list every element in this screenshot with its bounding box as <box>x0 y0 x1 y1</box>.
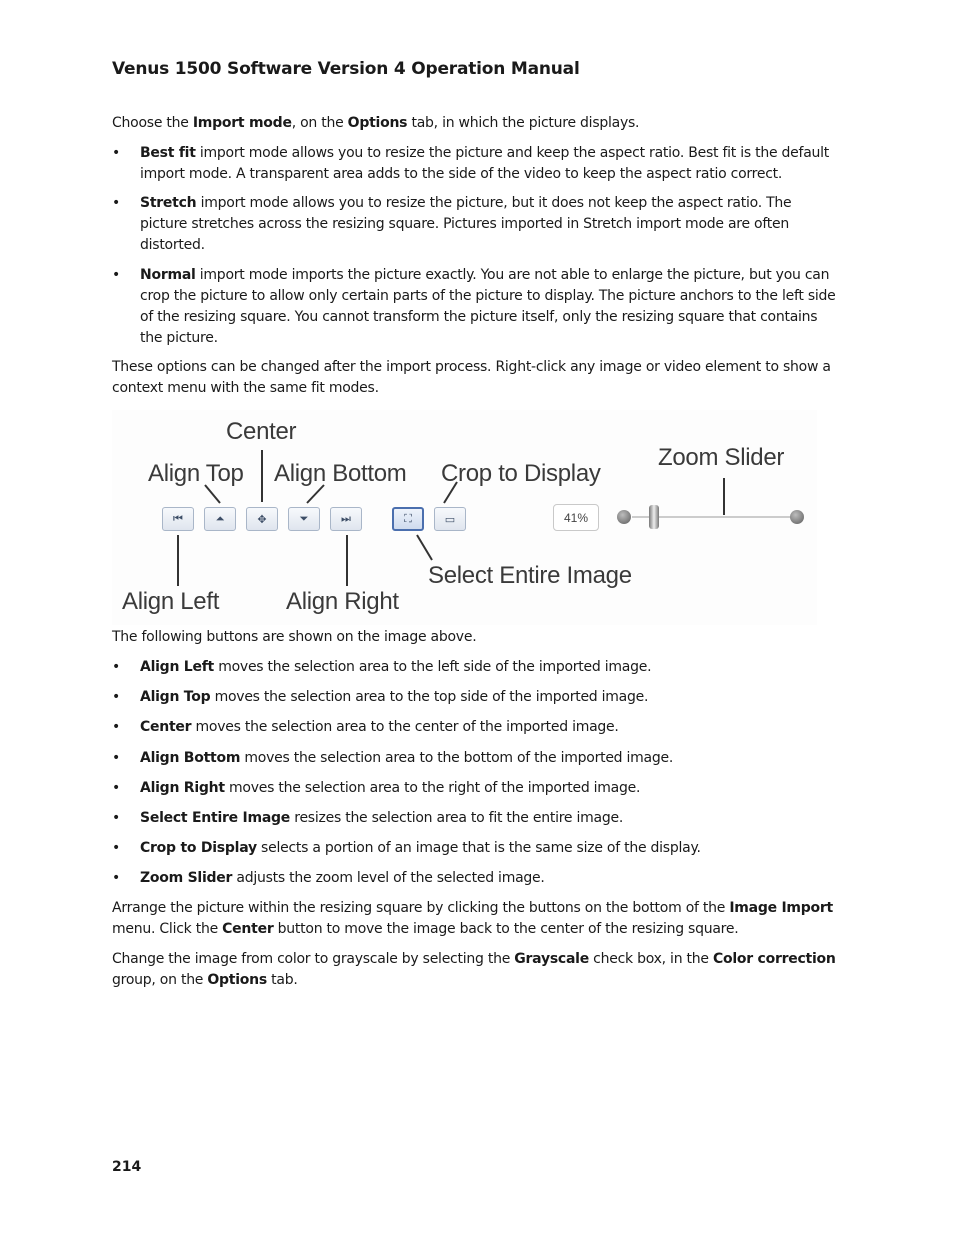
button-name: Center <box>140 719 192 735</box>
zoom-slider-thumb[interactable] <box>649 505 659 529</box>
button-name: Align Top <box>140 689 211 705</box>
page-number: 214 <box>112 1159 142 1175</box>
button-item-align-top <box>112 687 842 708</box>
grayscale-term: Grayscale <box>514 951 589 967</box>
align-bottom-button[interactable] <box>288 507 320 531</box>
align-left-icon: ⏮ <box>173 512 183 525</box>
label-align-right: Align Right <box>286 588 399 615</box>
button-description: moves the selection area to the center of the imported image. <box>191 719 619 735</box>
align-right-button[interactable] <box>330 507 362 531</box>
paragraph-text: group, on the <box>112 972 208 988</box>
align-left-button[interactable] <box>162 507 194 531</box>
intro-text: Choose the <box>112 115 193 131</box>
button-item-crop-to-display <box>112 838 842 859</box>
bullet: • <box>112 870 121 886</box>
button-item-align-bottom <box>112 748 842 769</box>
bullet: • <box>112 659 121 675</box>
paragraph-text: tab. <box>266 972 298 988</box>
paragraph-text: check box, in the <box>588 951 713 967</box>
bullet: • <box>112 810 121 826</box>
paragraph-text: Change the image from color to grayscale by selecting the <box>112 951 515 967</box>
arrange-paragraph <box>112 898 842 940</box>
center-term: Center <box>222 921 274 937</box>
zoom-level-field[interactable]: 41% <box>553 504 599 531</box>
align-top-button[interactable] <box>204 507 236 531</box>
button-name: Align Right <box>140 780 225 796</box>
button-item-center <box>112 717 842 738</box>
mode-name: Best fit <box>140 145 196 161</box>
bullet: • <box>112 267 121 283</box>
color-correction-term: Color correction <box>712 951 836 967</box>
button-description: selects a portion of an image that is the same size of the display. <box>256 840 701 856</box>
center-icon: ✥ <box>257 512 267 526</box>
mode-item-stretch <box>112 193 842 256</box>
zoom-in-icon[interactable] <box>790 510 804 524</box>
align-right-icon: ⏭ <box>341 512 351 525</box>
button-description: adjusts the zoom level of the selected image. <box>232 870 545 886</box>
mode-item-normal <box>112 265 842 349</box>
button-description: moves the selection area to the left side of the imported image. <box>214 659 652 675</box>
options-term: Options <box>207 972 267 988</box>
button-name: Align Bottom <box>140 750 241 766</box>
button-description: resizes the selection area to fit the entire image. <box>290 810 624 826</box>
bullet: • <box>112 719 121 735</box>
label-center: Center <box>226 418 297 445</box>
mode-name: Stretch <box>140 195 197 211</box>
bullet: • <box>112 195 121 211</box>
image-import-term: Image Import <box>729 900 833 916</box>
toolbar-figure <box>112 410 817 625</box>
button-item-select-entire-image <box>112 808 842 829</box>
bullet: • <box>112 750 121 766</box>
button-description: moves the selection area to the right of the imported image. <box>224 780 641 796</box>
mode-description: import mode allows you to resize the picture, but it does not keep the aspect ratio. The picture stretches across the resizing square. Pictures imported in Stretch import mode are often distorted. <box>140 195 792 253</box>
label-align-top: Align Top <box>148 460 244 487</box>
select-entire-image-button[interactable] <box>392 507 424 531</box>
intro-paragraph <box>112 113 842 134</box>
mode-description: import mode allows you to resize the picture and keep the aspect ratio. Best fit is the default import mode. A transparent area adds to the side of the video to keep the aspect ratio correct. <box>140 145 830 182</box>
intro-text: tab, in which the picture displays. <box>407 115 640 131</box>
button-item-zoom-slider <box>112 868 842 889</box>
bullet: • <box>112 689 121 705</box>
import-mode-term: Import mode <box>192 115 292 131</box>
label-align-bottom: Align Bottom <box>274 460 407 487</box>
button-item-align-left <box>112 657 842 678</box>
grayscale-paragraph <box>112 949 842 991</box>
paragraph-text: button to move the image back to the center of the resizing square. <box>273 921 739 937</box>
crop-to-display-button[interactable] <box>434 507 466 531</box>
options-term: Options <box>347 115 408 131</box>
button-name: Align Left <box>140 659 214 675</box>
center-button[interactable] <box>246 507 278 531</box>
label-crop-to-display: Crop to Display <box>441 460 601 487</box>
bullet: • <box>112 840 121 856</box>
mode-name: Normal <box>140 267 196 283</box>
bullet: • <box>112 780 121 796</box>
buttons-intro: The following buttons are shown on the image above. <box>112 629 477 645</box>
select-entire-image-icon: ⛶ <box>404 512 412 525</box>
bullet: • <box>112 145 121 161</box>
label-align-left: Align Left <box>122 588 220 615</box>
intro-text: , on the <box>291 115 348 131</box>
label-zoom-slider: Zoom Slider <box>658 444 785 471</box>
align-bottom-icon: ⏷ <box>299 512 309 525</box>
label-select-entire-image: Select Entire Image <box>428 562 632 589</box>
options-note: These options can be changed after the import process. Right-click any image or video element to show a context menu with the same fit modes. <box>112 359 831 396</box>
paragraph-text: menu. Click the <box>112 921 223 937</box>
button-name: Select Entire Image <box>140 810 291 826</box>
button-description: moves the selection area to the bottom of the imported image. <box>240 750 674 766</box>
button-item-align-right <box>112 778 842 799</box>
crop-to-display-icon: ▭ <box>444 512 456 526</box>
align-top-icon: ⏶ <box>215 512 225 525</box>
mode-item-best-fit <box>112 143 842 185</box>
button-name: Zoom Slider <box>140 870 233 886</box>
paragraph-text: Arrange the picture within the resizing square by clicking the buttons on the bottom of the <box>112 900 730 916</box>
zoom-out-icon[interactable] <box>617 510 631 524</box>
button-name: Crop to Display <box>140 840 257 856</box>
page-header-title: Venus 1500 Software Version 4 Operation Manual <box>112 59 580 79</box>
mode-description: import mode imports the picture exactly. You are not able to enlarge the picture, but you can crop the picture to allow only certain parts of the picture to display. The picture anchors to the left side of the resizing square. You cannot transform the picture itself, only the resizing square that contains the picture. <box>140 267 836 346</box>
button-description: moves the selection area to the top side of the imported image. <box>210 689 649 705</box>
